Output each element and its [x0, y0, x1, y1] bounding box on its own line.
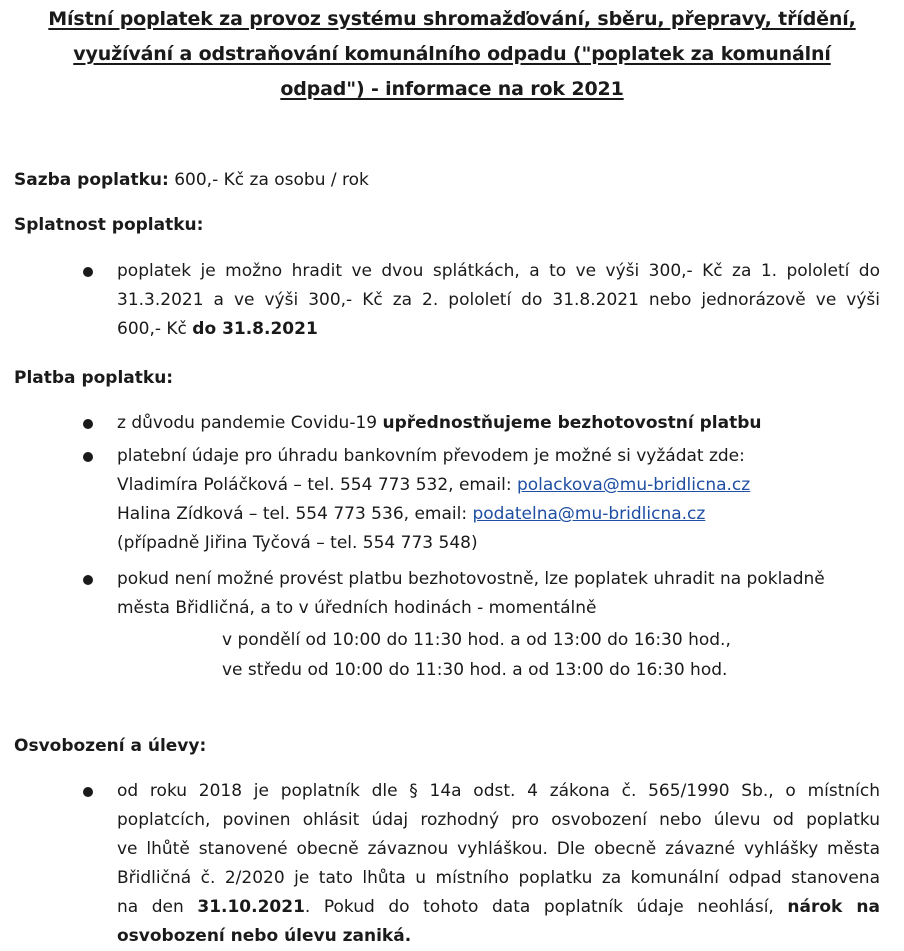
- due-date-bold: do 31.8.2021: [192, 319, 318, 339]
- contact-2: [117, 500, 880, 529]
- due-amount-text: 600,- Kč: [117, 319, 193, 339]
- due-heading: Splatnost poplatku:: [14, 215, 204, 235]
- payment-bullet-2-line-1: platební údaje pro úhradu bankovním převodem je možné si vyžádat zde:: [117, 446, 745, 466]
- bullet-icon: [83, 419, 93, 429]
- payment-bullet-3: [117, 565, 880, 623]
- exemptions-heading: Osvobození a úlevy:: [14, 736, 207, 756]
- exemptions-line-1: od roku 2018 je poplatník dle § 14a odst. 4 zákona č. 565/1990 Sb., o místních: [117, 781, 880, 801]
- payment-covid-bold: upřednostňujeme bezhotovostní platbu: [382, 413, 762, 433]
- bullet-icon: [83, 267, 93, 277]
- payment-covid-text: z důvodu pandemie Covidu-19: [117, 413, 383, 433]
- due-bullet-1: [117, 257, 880, 344]
- exemptions-line-5: na den 31.10.2021. Pokud do tohoto data poplatník údaje neohlásí, nárok na: [117, 897, 880, 917]
- exemptions-line-6: osvobození nebo úlevu zaniká.: [117, 926, 412, 946]
- payment-heading: Platba poplatku:: [14, 368, 174, 388]
- page-title: [14, 2, 890, 107]
- due-bullet-1-line-2: 31.3.2021 a ve výši 300,- Kč za 2. pololetí do 31.8.2021 nebo jednorázově ve výši: [117, 290, 880, 310]
- rate-paragraph: [14, 166, 369, 195]
- office-hours-monday: v pondělí od 10:00 do 11:30 hod. a od 13:00 do 16:30 hod.,: [222, 630, 731, 650]
- contact-2-text: Halina Zídková – tel. 554 773 536, email:: [117, 504, 473, 524]
- contact-1-email-link[interactable]: polackova@mu-bridlicna.cz: [516, 475, 751, 495]
- exemptions-line-3: ve lhůtě stanovené obecně závaznou vyhláškou. Dle obecně závazné vyhlášky města: [117, 839, 880, 859]
- payment-bullet-3-line-1: pokud není možné provést platbu bezhotovostně, lze poplatek uhradit na pokladně: [117, 569, 825, 589]
- due-bullet-1-line-3: [117, 315, 880, 344]
- bullet-icon: [83, 787, 93, 797]
- deadline-date-bold: 31.10.2021: [197, 897, 305, 917]
- office-hours-wednesday: ve středu od 10:00 do 11:30 hod. a od 13:00 do 16:30 hod.: [222, 660, 728, 680]
- contact-1-text: Vladimíra Poláčková – tel. 554 773 532, email:: [117, 475, 517, 495]
- contact-2-email-link[interactable]: podatelna@mu-bridlicna.cz: [472, 504, 706, 524]
- bullet-icon: [83, 452, 93, 462]
- contact-3: (případně Jiřina Tyčová – tel. 554 773 548): [117, 533, 478, 553]
- title-line-3: odpad") - informace na rok 2021: [280, 78, 624, 100]
- payment-bullet-2: [117, 442, 880, 558]
- title-line-1: Místní poplatek za provoz systému shromažďování, sběru, přepravy, třídění,: [48, 8, 856, 30]
- rate-label: Sazba poplatku:: [14, 170, 169, 190]
- contact-1: [117, 471, 880, 500]
- exemptions-line-2: poplatcích, povinen ohlásit údaj rozhodný pro osvobození nebo úlevu od poplatku: [117, 810, 880, 830]
- rate-value: 600,- Kč za osobu / rok: [168, 170, 369, 190]
- payment-bullet-1: [117, 409, 880, 438]
- due-bullet-1-line-1: poplatek je možno hradit ve dvou splátkách, a to ve výši 300,- Kč za 1. pololetí do: [117, 261, 880, 281]
- bullet-icon: [83, 575, 93, 585]
- title-line-2: využívání a odstraňování komunálního odpadu ("poplatek za komunální: [73, 43, 831, 65]
- payment-bullet-3-line-2: města Břidličná, a to v úředních hodinách - momentálně: [117, 598, 597, 618]
- exemptions-line-4: Břidličná č. 2/2020 je tato lhůta u místního poplatku za komunální odpad stanovena: [117, 868, 880, 888]
- exemptions-bullet-1: [117, 777, 880, 951]
